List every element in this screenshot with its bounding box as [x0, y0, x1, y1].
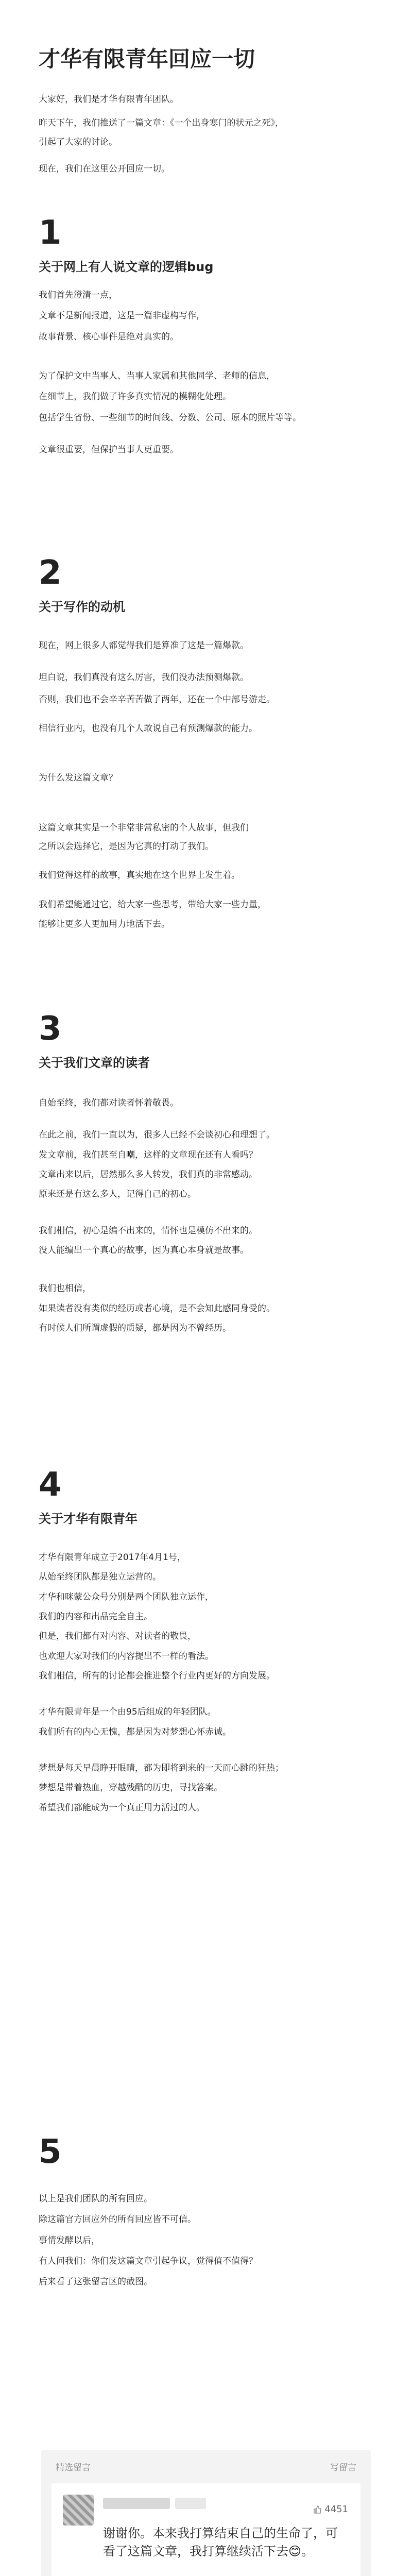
intro-block — [39, 93, 373, 176]
paragraph-line: 梦想是带着热血，穿越残酷的历史，寻找答案。 — [39, 1783, 222, 1793]
paragraph-line: 自始至终，我们都对读者怀着敬畏。 — [39, 1098, 179, 1108]
section-5-body — [39, 2192, 373, 2289]
section-4-body — [39, 1551, 373, 1815]
paragraph-line: 我们首先澄清一点， — [39, 290, 117, 300]
section-3-body — [39, 1096, 373, 1335]
section-3 — [39, 1012, 373, 1071]
article — [0, 0, 412, 72]
paragraph-line: 有时候人们所谓虚假的质疑，都是因为不曾经历。 — [39, 1323, 231, 1334]
avatar — [63, 2495, 94, 2526]
paragraph-line: 这篇文章其实是一个非常非常私密的个人故事，但我们 — [39, 822, 249, 833]
blurred-username — [103, 2498, 170, 2509]
paragraph-line: 除这篇官方回应外的所有回应皆不可信。 — [39, 2214, 196, 2225]
section-number: 2 — [39, 554, 62, 592]
paragraph-line: 坦白说，我们真没有这么厉害，我们没办法预测爆款。 — [39, 672, 249, 683]
section-number: 1 — [39, 214, 62, 252]
comment-text: 谢谢你。本来我打算结束自己的生命了，可看了这篇文章，我打算继续活下去😊。 — [103, 2526, 338, 2558]
intro-line: 引起了大家的讨论。 — [39, 137, 117, 147]
comment-card — [52, 2483, 360, 2576]
paragraph-line: 才华有限青年是一个由95后组成的年轻团队。 — [39, 1707, 216, 1718]
paragraph-line: 包括学生省份、一些细节的时间线、分数、公司、原本的照片等等。 — [39, 412, 301, 423]
paragraph-line: 我们希望能通过它，给大家一些思考，带给大家一些力量， — [39, 899, 266, 910]
section-4 — [39, 1468, 373, 1527]
paragraph-line: 否则，我们也不会辛辛苦苦做了两年，还在一个中部号游走。 — [39, 694, 275, 705]
paragraph-line: 也欢迎大家对我们的内容提出不一样的看法。 — [39, 1651, 214, 1662]
section-title: 关于写作的动机 — [39, 600, 125, 614]
paragraph-line: 我们的内容和出品完全自主。 — [39, 1612, 152, 1622]
section-number: 5 — [39, 2133, 62, 2171]
selected-comments-label: 精选留言 — [56, 2463, 91, 2473]
section-2-body — [39, 639, 373, 931]
intro-line: 现在，我们在这里公开回应一切。 — [39, 164, 170, 175]
paragraph-line: 为了保护文中当事人、当事人家属和其他同学、老师的信息， — [39, 371, 275, 382]
paragraph-line: 能够让更多人更加用力地活下去。 — [39, 919, 170, 930]
paragraph-line: 之所以会选择它，是因为它真的打动了我们。 — [39, 841, 214, 852]
section-title: 关于才华有限青年 — [39, 1512, 138, 1526]
paragraph-line: 文章出来以后，居然那么多人转发，我们真的非常感动。 — [39, 1170, 258, 1180]
section-2 — [39, 556, 373, 615]
paragraph-line: 但是，我们都有对内容、对读者的敬畏， — [39, 1631, 196, 1642]
paragraph-line: 没人能编出一个真心的故事，因为真心本身就是故事。 — [39, 1245, 249, 1256]
section-title: 关于网上有人说文章的逻辑bug — [39, 260, 214, 274]
article-title: 才华有限青年回应一切 — [39, 46, 255, 72]
section-number: 4 — [39, 1466, 62, 1504]
blurred-tag — [175, 2498, 206, 2509]
paragraph-line: 我们相信，初心是编不出来的，情怀也是模仿不出来的。 — [39, 1225, 258, 1236]
paragraph-line: 文章不是新闻报道，这是一篇非虚构写作， — [39, 311, 205, 321]
paragraph-line: 我们也相信， — [39, 1283, 91, 1294]
paragraph-line: 我们相信，所有的讨论都会推进整个行业内更好的方向发展。 — [39, 1671, 275, 1682]
thumb-up-icon — [313, 2505, 321, 2514]
paragraph-line: 希望我们都能成为一个真正用力活过的人。 — [39, 1802, 205, 1813]
paragraph-line: 我们觉得这样的故事，真实地在这个世界上发生着。 — [39, 870, 240, 881]
paragraph-line: 有人问我们：你们发这篇文章引起争议，觉得值不值得？ — [39, 2256, 258, 2267]
paragraph-line: 才华有限青年成立于2017年4月1号， — [39, 1552, 186, 1563]
section-5 — [39, 2133, 373, 2171]
paragraph-line: 才华和咪蒙公众号分别是两个团队独立运作， — [39, 1591, 214, 1602]
intro-line: 大家好，我们是才华有限青年团队。 — [39, 94, 179, 105]
paragraph-line: 我们所有的内心无愧，都是因为对梦想心怀赤诚。 — [39, 1726, 231, 1737]
paragraph-line: 原来还是有这么多人，记得自己的初心。 — [39, 1189, 196, 1200]
comment-header — [41, 2450, 371, 2483]
paragraph-line: 事情发酵以后， — [39, 2235, 100, 2246]
section-number: 3 — [39, 1010, 62, 1048]
section-title: 关于我们文章的读者 — [39, 1056, 150, 1070]
section-1-body — [39, 289, 373, 456]
paragraph-line: 文章很重要，但保护当事人更重要。 — [39, 445, 179, 455]
like-count[interactable] — [313, 2504, 348, 2515]
paragraph-line: 如果读者没有类似的经历或者心境，是不会知此感同身受的。 — [39, 1303, 275, 1314]
section-1 — [39, 216, 373, 275]
paragraph-line: 在细节上，我们做了许多真实情况的模糊化处理。 — [39, 392, 231, 402]
paragraph-line: 为什么发这篇文章？ — [39, 773, 117, 784]
paragraph-line: 从始至终团队都是独立运营的。 — [39, 1572, 161, 1583]
paragraph-line: 后来看了这张留言区的截图。 — [39, 2277, 152, 2287]
paragraph-line: 以上是我们团队的所有回应。 — [39, 2194, 152, 2204]
intro-line: 昨天下午，我们推送了一篇文章：《一个出身寒门的状元之死》， — [39, 118, 284, 129]
paragraph-line: 在此之前，我们一直以为，很多人已经不会谈初心和理想了。 — [39, 1130, 275, 1141]
paragraph-line: 梦想是每天早晨睁开眼睛，都为即将到来的一天而心跳的狂热； — [39, 1763, 284, 1774]
paragraph-line: 发文章前，我们甚至自嘲，这样的文章现在还有人看吗？ — [39, 1149, 258, 1160]
paragraph-line: 相信行业内，也没有几个人敢说自己有预测爆款的能力。 — [39, 723, 258, 734]
write-comment-link[interactable]: 写留言 — [330, 2463, 356, 2473]
like-count-value: 4451 — [324, 2504, 348, 2515]
paragraph-line: 现在，网上很多人都觉得我们是算准了这是一篇爆款。 — [39, 640, 249, 651]
comment-screenshot — [41, 2450, 371, 2576]
paragraph-line: 故事背景、核心事件是绝对真实的。 — [39, 331, 179, 342]
